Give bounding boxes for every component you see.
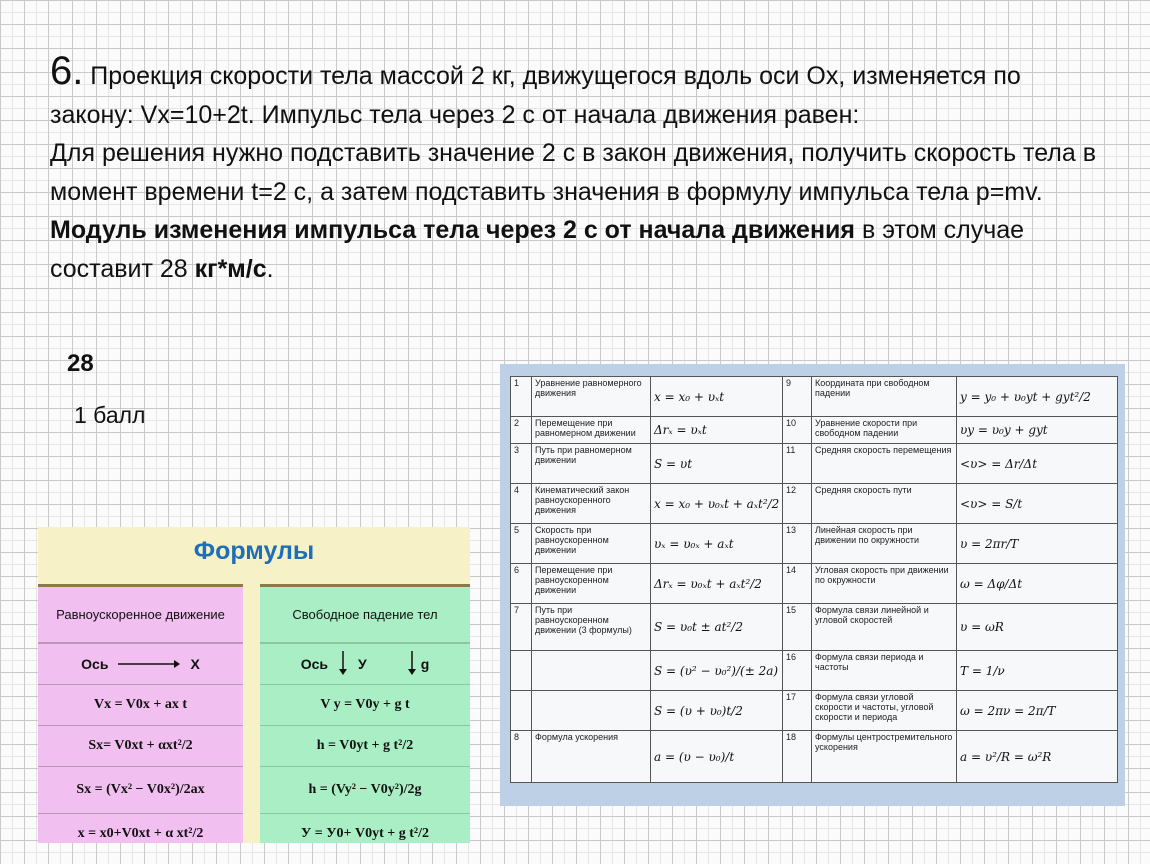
- formula-cell: ω = Δφ/Δt: [957, 564, 1118, 604]
- free-fall-coordinate-formula: У = У0+ V0yt + g t²/2: [260, 814, 470, 843]
- problem-number: 6.: [50, 49, 84, 93]
- formula-name: [532, 691, 651, 731]
- row-number: 10: [783, 417, 812, 444]
- axis-variable: У: [358, 656, 367, 672]
- formula-cell: υₓ = υ₀ₓ + aₓt: [651, 524, 783, 564]
- formula-cell: x = x₀ + υ₀ₓt + aₓt²/2: [651, 484, 783, 524]
- solution-bold-phrase: Модуль изменения импульса тела через 2 с от начала движения: [50, 216, 856, 244]
- formula-cell: S = υ₀t ± at²/2: [651, 604, 783, 651]
- row-number: 9: [783, 377, 812, 417]
- formula-cell: υ = ωR: [957, 604, 1118, 651]
- formula-name: Путь при равноускоренном движении (3 формулы): [532, 604, 651, 651]
- table-row: [511, 564, 1118, 604]
- row-number: 2: [511, 417, 532, 444]
- formula-name: Перемещение при равномерном движении: [532, 417, 651, 444]
- formula-name: Средняя скорость перемещения: [812, 444, 957, 484]
- displacement-formula: Sx= V0xt + αxt²/2: [38, 726, 243, 767]
- formula-name: Формула связи периода и частоты: [812, 651, 957, 691]
- table-row: [511, 604, 1118, 651]
- formula-name: Формулы центростремительного ускорения: [812, 731, 957, 783]
- row-number: 11: [783, 444, 812, 484]
- formula-cell: S = (υ + υ₀)t/2: [651, 691, 783, 731]
- height-formula: h = V0yt + g t²/2: [260, 726, 470, 767]
- height-velocity-formula: h = (Vy² − V0y²)/2g: [260, 767, 470, 814]
- row-number: 8: [511, 731, 532, 783]
- gravity-label: g: [420, 656, 430, 672]
- table-row: [511, 691, 1118, 731]
- formula-name: Координата при свободном падении: [812, 377, 957, 417]
- row-number: 14: [783, 564, 812, 604]
- formula-cell: υy = υ₀y + gyt: [957, 417, 1118, 444]
- axis-y-row: [260, 644, 470, 685]
- problem-statement: Проекция скорости тела массой 2 кг, движущегося вдоль оси Ox, изменяется по закону: Vx=10+2t. Импульс тела через 2 с от начала движения равен:: [50, 62, 1021, 129]
- table-row: [511, 377, 1118, 417]
- arrow-right-icon: [118, 656, 180, 672]
- formula-cell: <υ> = Δr/Δt: [957, 444, 1118, 484]
- answer-value: 28: [67, 350, 94, 377]
- free-fall-column: [260, 584, 470, 843]
- formula-cell: S = υt: [651, 444, 783, 484]
- row-number: 13: [783, 524, 812, 564]
- table-row: [511, 417, 1118, 444]
- formula-name: Скорость при равноускоренном движении: [532, 524, 651, 564]
- solution-unit: кг*м/с: [194, 254, 267, 283]
- formula-cell: a = (υ − υ₀)/t: [651, 731, 783, 783]
- formula-cell: Δrₓ = υₓt: [651, 417, 783, 444]
- formula-name: [532, 651, 651, 691]
- table-row: [511, 484, 1118, 524]
- score-label: 1 балл: [74, 402, 146, 428]
- axis-label: Ось: [300, 656, 328, 672]
- table-row: [511, 651, 1118, 691]
- row-number: 5: [511, 524, 532, 564]
- axis-variable: X: [190, 656, 200, 672]
- free-fall-velocity-formula: V y = V0y + g t: [260, 685, 470, 726]
- formula-name: Формула ускорения: [532, 731, 651, 783]
- formula-name: Средняя скорость пути: [812, 484, 957, 524]
- coordinate-formula: x = x0+V0xt + α xt²/2: [38, 814, 243, 843]
- formula-cell: υ = 2πr/T: [957, 524, 1118, 564]
- formulas-title: Формулы: [193, 537, 315, 565]
- velocity-formula: Vx = V0x + ax t: [38, 685, 243, 726]
- formula-name: Уравнение равномерного движения: [532, 377, 651, 417]
- reference-table: [510, 376, 1118, 783]
- row-number: 18: [783, 731, 812, 783]
- free-fall-header: Свободное падение тел: [260, 587, 470, 644]
- row-number: 4: [511, 484, 532, 524]
- axis-label: Ось: [81, 656, 109, 672]
- solution-end: .: [266, 254, 274, 283]
- uniform-acceleration-header: Равноускоренное движение: [38, 587, 243, 644]
- formula-name: Перемещение при равноускоренном движении: [532, 564, 651, 604]
- formula-cell: <υ> = S/t: [957, 484, 1118, 524]
- arrow-down-icon: [407, 651, 417, 678]
- row-number: 12: [783, 484, 812, 524]
- formula-name: Угловая скорость при движении по окружности: [812, 564, 957, 604]
- formula-name: Формула связи угловой скорости и частоты, угловой скорости и периода: [812, 691, 957, 731]
- uniform-acceleration-column: [38, 584, 243, 843]
- table-row: [511, 524, 1118, 564]
- reference-table-panel: [500, 364, 1125, 806]
- row-number: 7: [511, 604, 532, 651]
- formula-cell: ω = 2πν = 2π/T: [957, 691, 1118, 731]
- row-number: 16: [783, 651, 812, 691]
- formula-name: Уравнение скорости при свободном падении: [812, 417, 957, 444]
- formula-name: Кинематический закон равноускоренного движения: [532, 484, 651, 524]
- formula-name: Путь при равномерном движении: [532, 444, 651, 484]
- solution-text-2: в этом случае составит 28: [50, 216, 1025, 283]
- problem-text: [50, 49, 1110, 288]
- row-number: 17: [783, 691, 812, 731]
- row-number: 1: [511, 377, 532, 417]
- formula-cell: Δrₓ = υ₀ₓt + aₓt²/2: [651, 564, 783, 604]
- formula-name: Формула связи линейной и угловой скоростей: [812, 604, 957, 651]
- arrow-down-icon: [338, 651, 348, 678]
- row-number: 6: [511, 564, 532, 604]
- formula-cell: S = (υ² − υ₀²)/(± 2a): [651, 651, 783, 691]
- table-row: [511, 444, 1118, 484]
- axis-x-row: [38, 644, 243, 685]
- displacement-velocity-formula: Sx = (Vx² − V0x²)/2ax: [38, 767, 243, 814]
- formula-cell: y = y₀ + υ₀yt + gyt²/2: [957, 377, 1118, 417]
- row-number: 15: [783, 604, 812, 651]
- formulas-panel: [38, 527, 470, 843]
- solution-text: Для решения нужно подставить значение 2 с в закон движения, получить скорость тела в момент времени t=2 с, а затем подставить значения в формулу импульса тела p=mv.: [50, 139, 1097, 206]
- formula-cell: x = x₀ + υₓt: [651, 377, 783, 417]
- formula-cell: a = υ²/R = ω²R: [957, 731, 1118, 783]
- row-number: [511, 651, 532, 691]
- formula-name: Линейная скорость при движении по окружности: [812, 524, 957, 564]
- row-number: 3: [511, 444, 532, 484]
- row-number: [511, 691, 532, 731]
- table-row: [511, 731, 1118, 783]
- formula-cell: T = 1/ν: [957, 651, 1118, 691]
